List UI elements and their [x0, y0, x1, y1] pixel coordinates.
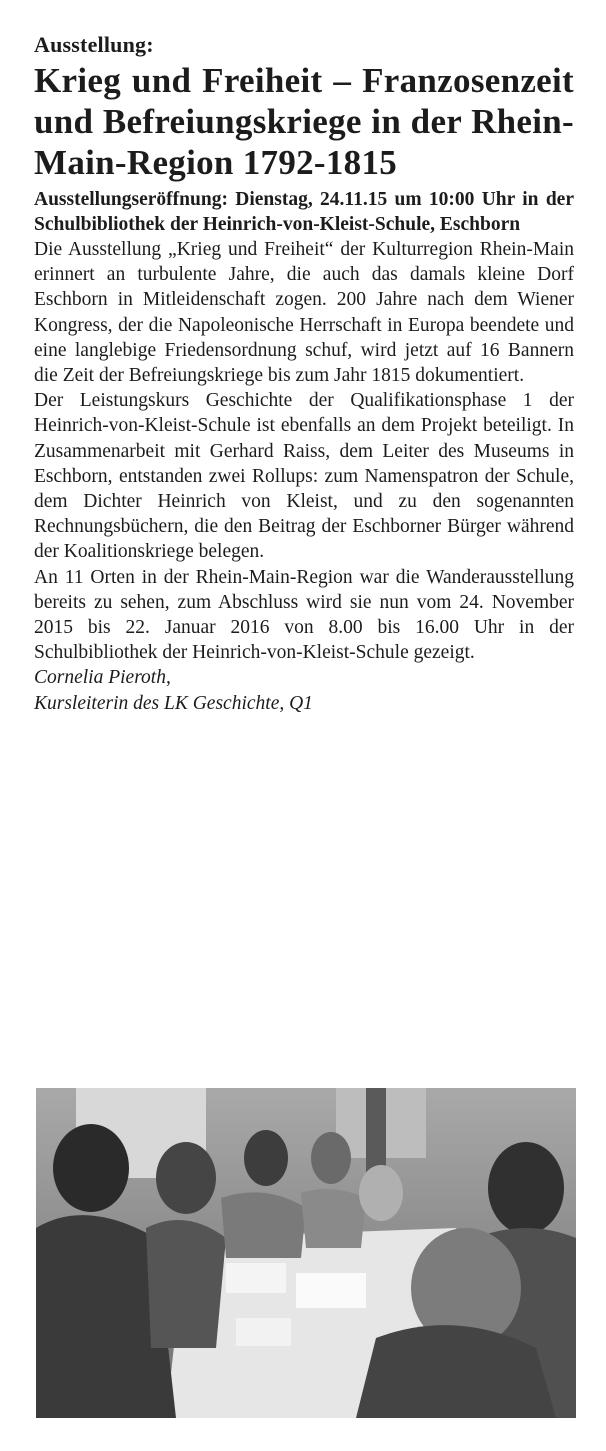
- students-photo-image: [36, 1088, 576, 1418]
- article: [34, 30, 574, 716]
- author-role: Kursleiterin des LK Geschichte, Q1: [34, 692, 313, 714]
- author-name: Cornelia Pieroth,: [34, 667, 171, 689]
- article-paragraph: An 11 Orten in der Rhein-Main-Region war die Wanderausstellung bereits zu sehen, zum Abschluss wird sie nun vom 24. November 2015 bis 22. Januar 2016 von 8.00 bis 16.00 Uhr in der Schulbibliothek der Heinrich-von-Kleist-Schule gezeigt.: [34, 566, 574, 664]
- article-kicker: Ausstellung:: [34, 32, 154, 57]
- article-paragraph: Die Ausstellung „Krieg und Freiheit“ der Kulturregion Rhein-Main erinnert an turbulente Jahre, die auch das damals kleine Dorf Eschborn in Mitleidenschaft zogen. 200 Jahre nach dem Wiener Kongress, der die Napoleonische Herrschaft in Europa beendete und eine langlebige Friedensordnung schuf, wird jetzt auf 16 Bannern die Zeit der Befreiungskriege bis zum Jahr 1815 dokumentiert.: [34, 239, 574, 387]
- article-subhead: Ausstellungseröffnung: Dienstag, 24.11.15 um 10:00 Uhr in der Schulbibliothek der Heinrich-von-Kleist-Schule, Eschborn: [34, 189, 574, 235]
- article-headline: Krieg und Freiheit – Franzosenzeit und Befreiungskriege in der Rhein-Main-Region 1792-1815: [34, 61, 574, 182]
- article-paragraph: Der Leistungskurs Geschichte der Qualifikationsphase 1 der Heinrich-von-Kleist-Schule ist ebenfalls an dem Projekt beteiligt. In Zusammenarbeit mit Gerhard Raiss, dem Leiter des Museums in Eschborn, entstanden zwei Rollups: zum Namenspatron der Schule, dem Dichter Heinrich von Kleist, und zu den sogenannten Rechnungsbüchern, die den Beitrag der Eschborner Bürger während der Koalitionskriege belegen.: [34, 390, 574, 563]
- students-photo: [36, 1088, 576, 1418]
